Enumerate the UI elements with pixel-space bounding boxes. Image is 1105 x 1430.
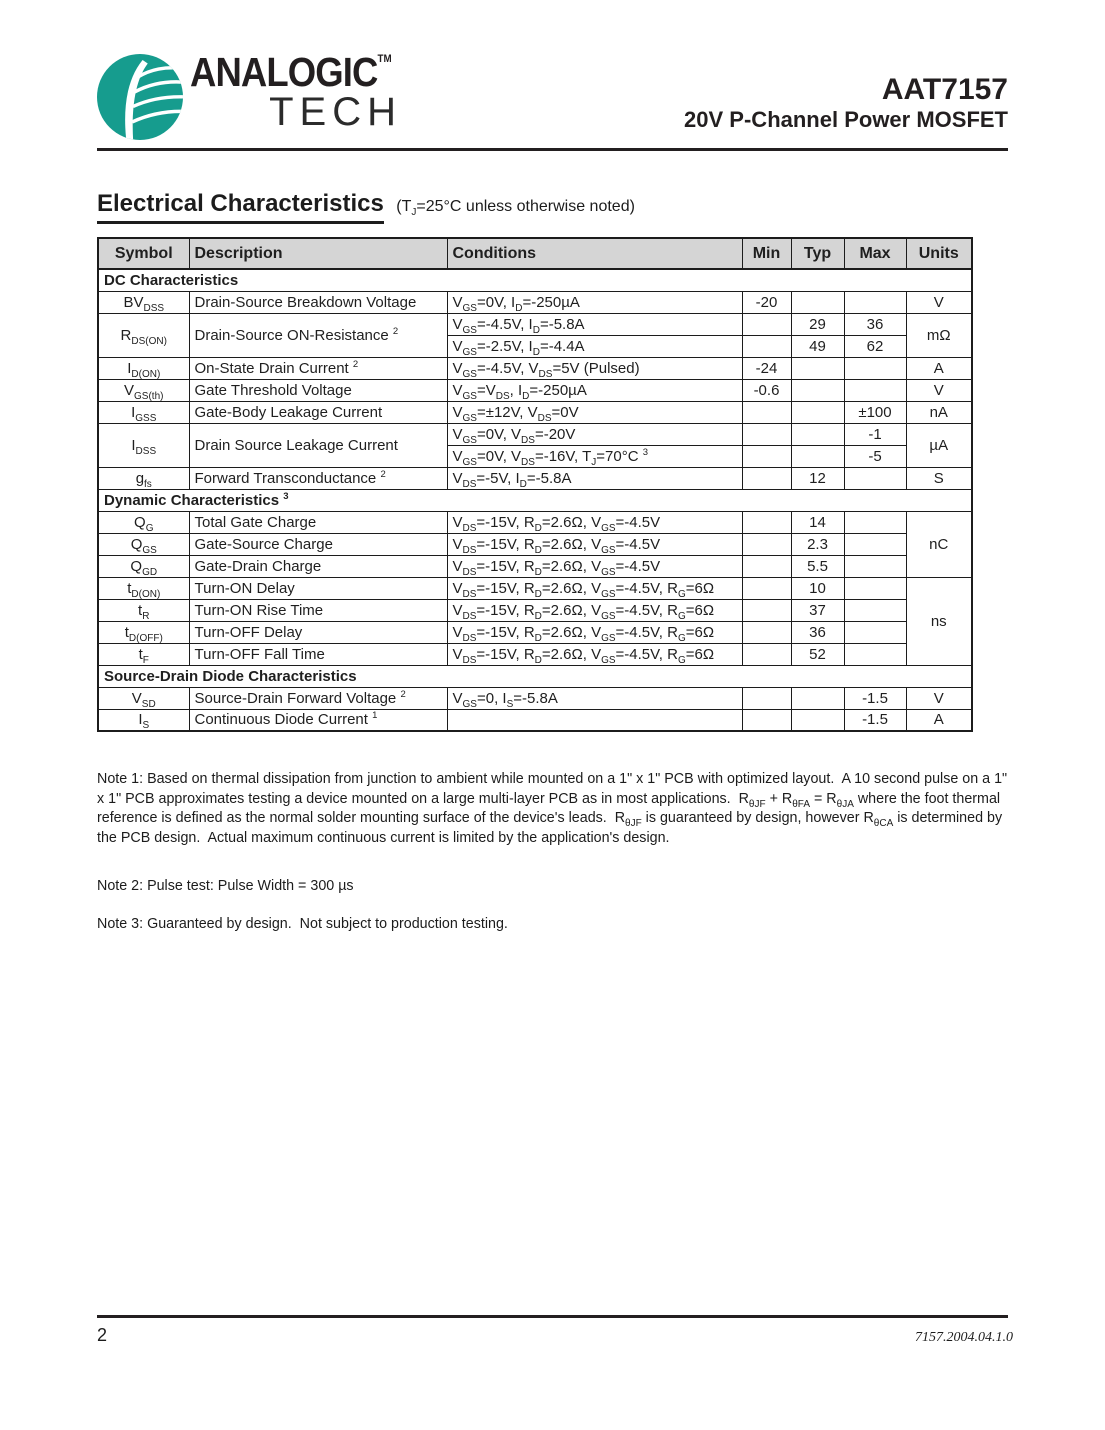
page-number: 2	[97, 1325, 108, 1345]
section-row-dynamic	[98, 489, 972, 511]
cell-units: mΩ	[906, 313, 972, 357]
section-title-diode: Source-Drain Diode Characteristics	[98, 665, 972, 687]
table-row-idon	[98, 357, 972, 379]
cell-conditions	[447, 709, 742, 731]
cell-description: Gate Threshold Voltage	[189, 379, 447, 401]
section-row-diode	[98, 665, 972, 687]
cell-description: Source-Drain Forward Voltage $^2$	[189, 687, 447, 709]
cell-typ: 52	[791, 643, 844, 665]
cell-conditions: $V_{GS}=0V$, $I_D=-250\mu A$	[447, 291, 742, 313]
note-3: Note 3: Guaranteed by design. Not subject to production testing.	[97, 915, 508, 932]
cell-units: nA	[906, 401, 972, 423]
cell-typ	[791, 291, 844, 313]
cell-typ: 36	[791, 621, 844, 643]
cell-description: On-State Drain Current $^2$	[189, 357, 447, 379]
cell-min	[742, 643, 791, 665]
cell-min	[742, 467, 791, 489]
cell-typ	[791, 379, 844, 401]
cell-description: Gate-Drain Charge	[189, 555, 447, 577]
cell-symbol: $t_{D(OFF)}$	[98, 621, 189, 643]
cell-max	[844, 291, 906, 313]
cell-min: -20	[742, 291, 791, 313]
cell-conditions: $V_{GS}=-4.5V$, $V_{DS}=5V$ (Pulsed)	[447, 357, 742, 379]
cell-symbol: $Q_G$	[98, 511, 189, 533]
cell-conditions: $V_{DS}=-15V$, $R_D=2.6\Omega$, $V_{GS}=-4.5V$, $R_G=6\Omega$	[447, 577, 742, 599]
cell-min	[742, 687, 791, 709]
cell-description: Turn-OFF Fall Time	[189, 643, 447, 665]
cell-typ	[791, 423, 844, 445]
header-divider	[97, 148, 1008, 151]
cell-min	[742, 423, 791, 445]
cell-description: Drain-Source Breakdown Voltage	[189, 291, 447, 313]
cell-max	[844, 643, 906, 665]
cell-description: Total Gate Charge	[189, 511, 447, 533]
cell-units: S	[906, 467, 972, 489]
cell-conditions: $V_{GS}=0V$, $V_{DS}=-16V$, $T_J=70^\circ C$ $^3$	[447, 445, 742, 467]
footnotes	[97, 770, 1017, 934]
col-header-symbol: Symbol	[98, 238, 189, 269]
cell-conditions: $V_{GS}=V_{DS}$, $I_D=-250\mu A$	[447, 379, 742, 401]
document-version: 7157.2004.04.1.0	[915, 1330, 1013, 1345]
note-2: Note 2: Pulse test: Pulse Width = 300 µs	[97, 878, 354, 894]
electrical-characteristics-table	[97, 237, 973, 732]
cell-conditions: $V_{DS}=-15V$, $R_D=2.6\Omega$, $V_{GS}=-4.5V$	[447, 555, 742, 577]
logo-wordmark-top: ANALOGIC™	[190, 49, 392, 95]
cell-typ	[791, 445, 844, 467]
cell-min	[742, 555, 791, 577]
cell-symbol: $BV_{DSS}$	[98, 291, 189, 313]
cell-typ: 2.3	[791, 533, 844, 555]
cell-symbol: $V_{SD}$	[98, 687, 189, 709]
cell-max	[844, 621, 906, 643]
cell-typ	[791, 401, 844, 423]
cell-symbol: $I_S$	[98, 709, 189, 731]
cell-max: -5	[844, 445, 906, 467]
cell-max: -1	[844, 423, 906, 445]
cell-max: -1.5	[844, 687, 906, 709]
cell-units: µA	[906, 423, 972, 467]
cell-typ: 37	[791, 599, 844, 621]
cell-units: V	[906, 291, 972, 313]
cell-typ	[791, 357, 844, 379]
cell-max	[844, 467, 906, 489]
cell-description: Continuous Diode Current $^1$	[189, 709, 447, 731]
cell-conditions: $V_{DS}=-15V$, $R_D=2.6\Omega$, $V_{GS}=-4.5V$	[447, 511, 742, 533]
cell-typ: 14	[791, 511, 844, 533]
cell-min	[742, 445, 791, 467]
cell-max: ±100	[844, 401, 906, 423]
cell-units: A	[906, 357, 972, 379]
table-row-tfall	[98, 643, 972, 665]
section-title-dynamic: Dynamic Characteristics $^3$	[98, 489, 972, 511]
cell-min	[742, 599, 791, 621]
cell-min	[742, 709, 791, 731]
page-title-condition-note: ($T_J=25^\circ C$ unless otherwise noted)	[396, 198, 635, 218]
table-row-trise	[98, 599, 972, 621]
cell-description: Drain-Source ON-Resistance $^2$	[189, 313, 447, 357]
cell-min	[742, 313, 791, 335]
cell-conditions: $V_{GS}=\pm 12V$, $V_{DS}=0V$	[447, 401, 742, 423]
cell-max: 36	[844, 313, 906, 335]
cell-conditions: $V_{DS}=-15V$, $R_D=2.6\Omega$, $V_{GS}=-4.5V$, $R_G=6\Omega$	[447, 643, 742, 665]
cell-symbol: $Q_{GS}$	[98, 533, 189, 555]
cell-description: Drain Source Leakage Current	[189, 423, 447, 467]
cell-units: A	[906, 709, 972, 731]
table-row-idss-a	[98, 423, 972, 445]
cell-typ: 5.5	[791, 555, 844, 577]
cell-max	[844, 599, 906, 621]
cell-description: Turn-ON Delay	[189, 577, 447, 599]
table-row-qgs	[98, 533, 972, 555]
col-header-typ: Typ	[791, 238, 844, 269]
cell-conditions: $V_{DS}=-15V$, $R_D=2.6\Omega$, $V_{GS}=-4.5V$, $R_G=6\Omega$	[447, 621, 742, 643]
cell-typ: 49	[791, 335, 844, 357]
cell-symbol: $t_F$	[98, 643, 189, 665]
cell-conditions: $V_{DS}=-15V$, $R_D=2.6\Omega$, $V_{GS}=-4.5V$, $R_G=6\Omega$	[447, 599, 742, 621]
table-row-qgd	[98, 555, 972, 577]
cell-max	[844, 379, 906, 401]
table-row-bvdss	[98, 291, 972, 313]
cell-units: nC	[906, 511, 972, 577]
cell-min	[742, 577, 791, 599]
cell-description: Forward Transconductance $^2$	[189, 467, 447, 489]
cell-typ: 12	[791, 467, 844, 489]
cell-units: V	[906, 379, 972, 401]
part-number: AAT7157	[881, 73, 1008, 106]
cell-description: Gate-Source Charge	[189, 533, 447, 555]
note-1: Note 1: Based on thermal dissipation from junction to ambient while mounted on a 1" x 1" PCB with optimized layout. A 10 second pulse on a 1" x 1" PCB approximates testing a device mounted on a large multi-layer PCB as in most applications. $R_{\theta JF} + R_{\theta FA} = R_{\theta JA}$ where the foot thermal reference is defined as the normal solder mounting surface of the device's leads. $R_{\theta JF}$ is guaranteed by design, however $R_{\theta CA}$ is determined by the PCB design. Actual maximum continuous current is limited by the application's design.	[97, 771, 1008, 846]
cell-description: Gate-Body Leakage Current	[189, 401, 447, 423]
table-row-vsd	[98, 687, 972, 709]
cell-typ: 29	[791, 313, 844, 335]
cell-typ: 10	[791, 577, 844, 599]
cell-conditions: $V_{GS}=-4.5V$, $I_D=-5.8A$	[447, 313, 742, 335]
cell-units: ns	[906, 577, 972, 665]
cell-conditions: $V_{GS}=-2.5V$, $I_D=-4.4A$	[447, 335, 742, 357]
cell-typ	[791, 687, 844, 709]
cell-min: -24	[742, 357, 791, 379]
cell-min	[742, 533, 791, 555]
cell-max: -1.5	[844, 709, 906, 731]
cell-conditions: $V_{DS}=-15V$, $R_D=2.6\Omega$, $V_{GS}=-4.5V$	[447, 533, 742, 555]
cell-symbol: $V_{GS(th)}$	[98, 379, 189, 401]
cell-conditions: $V_{GS}=0$, $I_S=-5.8A$	[447, 687, 742, 709]
company-logo-text	[190, 49, 402, 134]
col-header-max: Max	[844, 238, 906, 269]
table-header-row	[98, 238, 972, 269]
cell-symbol: $Q_{GD}$	[98, 555, 189, 577]
col-header-description: Description	[189, 238, 447, 269]
cell-conditions: $V_{GS}=0V$, $V_{DS}=-20V$	[447, 423, 742, 445]
cell-min	[742, 401, 791, 423]
footer-divider	[97, 1315, 1008, 1318]
section-heading	[97, 190, 635, 224]
col-header-min: Min	[742, 238, 791, 269]
section-row-dc	[98, 269, 972, 291]
table-row-rdson-a	[98, 313, 972, 335]
cell-max	[844, 577, 906, 599]
table-row-tdon	[98, 577, 972, 599]
cell-description: Turn-ON Rise Time	[189, 599, 447, 621]
table-row-vgsth	[98, 379, 972, 401]
company-logo-icon	[97, 54, 183, 140]
table-row-gfs	[98, 467, 972, 489]
cell-conditions: $V_{DS}=-5V$, $I_D=-5.8A$	[447, 467, 742, 489]
cell-min	[742, 335, 791, 357]
cell-units: V	[906, 687, 972, 709]
page-title: Electrical Characteristics	[97, 190, 384, 224]
table-row-tdoff	[98, 621, 972, 643]
cell-min: -0.6	[742, 379, 791, 401]
cell-symbol: $t_{D(ON)}$	[98, 577, 189, 599]
cell-description: Turn-OFF Delay	[189, 621, 447, 643]
table-row-igss	[98, 401, 972, 423]
cell-max: 62	[844, 335, 906, 357]
cell-max	[844, 533, 906, 555]
cell-max	[844, 555, 906, 577]
cell-symbol: $R_{DS(ON)}$	[98, 313, 189, 357]
cell-max	[844, 511, 906, 533]
cell-symbol: $I_{D(ON)}$	[98, 357, 189, 379]
cell-min	[742, 511, 791, 533]
cell-symbol: $I_{DSS}$	[98, 423, 189, 467]
cell-symbol: $I_{GSS}$	[98, 401, 189, 423]
table-row-is	[98, 709, 972, 731]
part-info	[684, 74, 1008, 134]
section-title-dc: DC Characteristics	[98, 269, 972, 291]
col-header-conditions: Conditions	[447, 238, 742, 269]
part-subtitle: 20V P-Channel Power MOSFET	[684, 107, 1008, 132]
cell-symbol: $g_{fs}$	[98, 467, 189, 489]
cell-typ	[791, 709, 844, 731]
cell-max	[844, 357, 906, 379]
table-row-qg	[98, 511, 972, 533]
col-header-units: Units	[906, 238, 972, 269]
cell-symbol: $t_R$	[98, 599, 189, 621]
cell-min	[742, 621, 791, 643]
logo-wordmark-bottom: TECH	[269, 90, 402, 134]
trademark-symbol: TM	[377, 53, 392, 65]
